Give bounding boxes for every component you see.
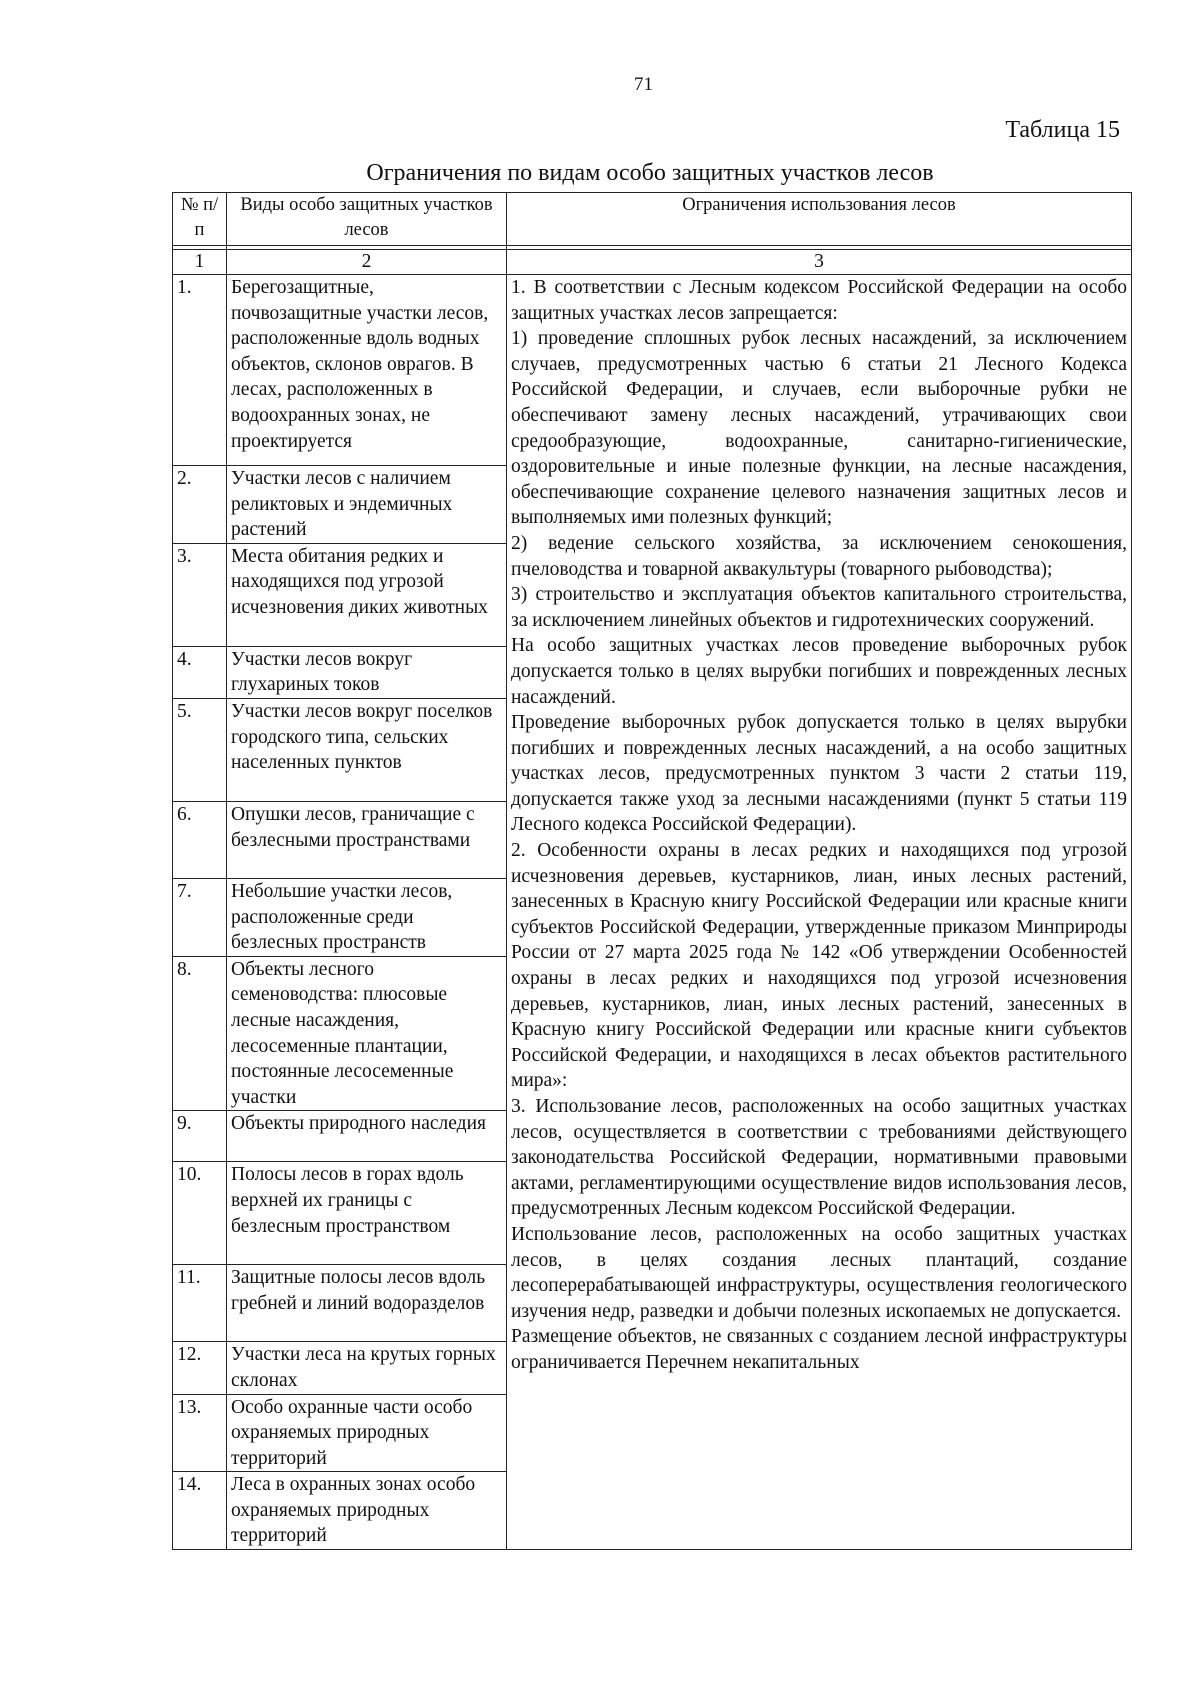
restriction-paragraph: Использование лесов, расположенных на особо защитных участках лесов, в целях создания лесных плантаций, создание лесоперерабатывающей инфраструктуры, осуществления геологического изучения недр, разведки и добычи полезных ископаемых не допускается. bbox=[511, 1223, 1127, 1322]
restriction-paragraph: 1) проведение сплошных рубок лесных насаждений, за исключением случаев, предусмотренных частью 6 статьи 21 Лесного Кодекса Российской Федерации, и случаев, если выборочные рубки не обеспечивают замену лесных насаждений, утрачивающих свои средообразующие, водоохранные, санитарно-гигиенические, оздоровительные и иные полезные функции, на лесные насаждения, обеспечивающие сохранение целевого назначения защитных лесов и выполняемых ими полезных функций; bbox=[511, 328, 1127, 529]
row-number: 3. bbox=[173, 543, 227, 646]
row-number: 4. bbox=[173, 646, 227, 698]
row-number: 7. bbox=[173, 878, 227, 956]
row-number: 5. bbox=[173, 698, 227, 801]
row-name: Берегозащитные, почвозащитные участки лесов, расположенные вдоль водных объектов, склонов оврагов. В лесах, расположенных в водоохранных зонах, не проектируется bbox=[227, 275, 507, 466]
column-number: 1 bbox=[173, 250, 227, 275]
column-numbers-row bbox=[173, 250, 1132, 275]
restrictions-cell bbox=[507, 275, 1132, 1550]
row-name: Леса в охранных зонах особо охраняемых природных территорий bbox=[227, 1472, 507, 1550]
column-number: 2 bbox=[227, 250, 507, 275]
table-title: Ограничения по видам особо защитных участков лесов bbox=[366, 160, 934, 186]
row-name: Объекты лесного семеноводства: плюсовые лесные насаждения, лесосеменные плантации, постоянные лесосеменные участки bbox=[227, 956, 507, 1111]
column-number: 3 bbox=[507, 250, 1132, 275]
table-label: Таблица 15 bbox=[1005, 117, 1120, 143]
row-number: 9. bbox=[173, 1111, 227, 1162]
row-number: 12. bbox=[173, 1342, 227, 1394]
row-name: Особо охранные части особо охраняемых природных территорий bbox=[227, 1394, 507, 1472]
row-name: Участки леса на крутых горных склонах bbox=[227, 1342, 507, 1394]
restriction-paragraph: 2) ведение сельского хозяйства, за исключением сенокошения, пчеловодства и товарной аквакультуры (товарного рыбоводства); bbox=[511, 532, 1127, 580]
header-restrictions: Ограничения использования лесов bbox=[507, 193, 1132, 246]
row-name: Небольшие участки лесов, расположенные среди безлесных пространств bbox=[227, 878, 507, 956]
row-name: Полосы лесов в горах вдоль верхней их границы с безлесным пространством bbox=[227, 1162, 507, 1265]
row-name: Места обитания редких и находящихся под угрозой исчезновения диких животных bbox=[227, 543, 507, 646]
restriction-paragraph: На особо защитных участках лесов проведение выборочных рубок допускается только в целях вырубки погибших и поврежденных лесных насаждений. bbox=[511, 635, 1127, 708]
restriction-paragraph: 3. Использование лесов, расположенных на особо защитных участках лесов, осуществляется в соответствии с требованиями действующего законодательства Российской Федерации, нормативными правовыми актами, регламентирующими осуществление видов использования лесов, предусмотренных Лесным кодексом Российской Федерации. bbox=[511, 1096, 1127, 1220]
restriction-paragraph: 1. В соответствии с Лесным кодексом Российской Федерации на особо защитных участках лесов запрещается: bbox=[511, 277, 1127, 324]
row-number: 11. bbox=[173, 1265, 227, 1342]
restrictions-table bbox=[172, 192, 1132, 1550]
row-number: 14. bbox=[173, 1472, 227, 1550]
row-name: Участки лесов вокруг поселков городского типа, сельских населенных пунктов bbox=[227, 698, 507, 801]
row-number: 10. bbox=[173, 1162, 227, 1265]
row-name: Участки лесов вокруг глухариных токов bbox=[227, 646, 507, 698]
row-number: 6. bbox=[173, 801, 227, 878]
row-number: 8. bbox=[173, 956, 227, 1111]
row-number: 2. bbox=[173, 466, 227, 544]
row-name: Участки лесов с наличием реликтовых и эндемичных растений bbox=[227, 466, 507, 544]
restriction-paragraph: 2. Особенности охраны в лесах редких и находящихся под угрозой исчезновения деревьев, кустарников, лиан, иных лесных растений, занесенных в Красную книгу Российской Федерации или красные книги субъектов Российской Федерации, утвержденные приказом Минприроды России от 27 марта 2025 года № 142 «Об утверждении Особенностей охраны в лесах редких и находящихся под угрозой исчезновения деревьев, кустарников, лиан, иных лесных растений, занесенных в Красную книгу Российской Федерации или красные книги субъектов Российской Федерации, и находящихся в лесах объектов растительного мира»: bbox=[511, 840, 1127, 1092]
page-number: 71 bbox=[634, 74, 653, 95]
row-number: 1. bbox=[173, 275, 227, 466]
header-number: № п/п bbox=[173, 193, 227, 246]
row-name: Защитные полосы лесов вдоль гребней и линий водоразделов bbox=[227, 1265, 507, 1342]
table-row bbox=[173, 275, 1132, 466]
row-name: Объекты природного наследия bbox=[227, 1111, 507, 1162]
header-type: Виды особо защитных участков лесов bbox=[227, 193, 507, 246]
restriction-paragraph: Проведение выборочных рубок допускается только в целях вырубки погибших и поврежденных лесных насаждений, а на особо защитных участках лесов, предусмотренных пунктом 3 части 2 статьи 119, допускается также уход за лесными насаждениями (пункт 5 статьи 119 Лесного кодекса Российской Федерации). bbox=[511, 712, 1127, 836]
row-number: 13. bbox=[173, 1394, 227, 1472]
restriction-paragraph: Размещение объектов, не связанных с созданием лесной инфраструктуры ограничивается Перечнем некапитальных bbox=[511, 1326, 1127, 1373]
row-name: Опушки лесов, граничащие с безлесными пространствами bbox=[227, 801, 507, 878]
restriction-paragraph: 3) строительство и эксплуатация объектов капитального строительства, за исключением линейных объектов и гидротехнических сооружений. bbox=[511, 584, 1127, 631]
table-header-row bbox=[173, 193, 1132, 246]
